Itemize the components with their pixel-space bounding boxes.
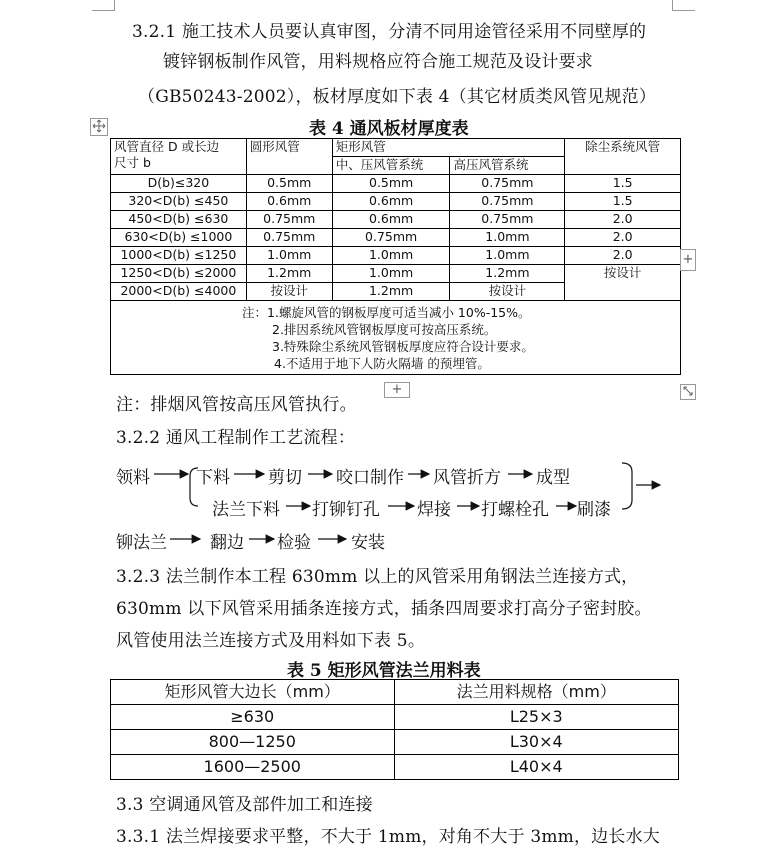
table5 <box>110 679 679 780</box>
cell-mid: 0.5mm <box>332 175 450 193</box>
cell-size: 630<D(b) ≤1000 <box>111 229 247 247</box>
note-line-3: 3.特殊除尘系统风管钢板厚度应符合设计要求。 <box>272 339 534 354</box>
flow-row1-step4: 风管折方 <box>433 468 501 488</box>
cell-spec: L25×3 <box>394 705 679 730</box>
cell-round: 0.75mm <box>246 211 332 229</box>
cell-high: 1.0mm <box>450 229 565 247</box>
cell-size: D(b)≤320 <box>111 175 247 193</box>
table5-header-spec: 法兰用料规格（mm） <box>394 680 679 705</box>
cell-mid: 0.6mm <box>332 211 450 229</box>
cell-high: 按设计 <box>450 283 565 301</box>
note-text-1: 1.螺旋风管的钢板厚度可适当减小 10%-15%。 <box>267 305 531 320</box>
table5-header-size: 矩形风管大边长（mm） <box>111 680 395 705</box>
para-321-line2: 镀锌钢板制作风管，用料规格应符合施工规范及设计要求 <box>163 52 593 72</box>
flow-row1-step3: 咬口制作 <box>336 468 404 488</box>
cell-size: 320<D(b) ≤450 <box>111 193 247 211</box>
cell-dust: 2.0 <box>565 211 681 229</box>
cell-size: 1250<D(b) ≤2000 <box>111 265 247 283</box>
cell-mid: 0.75mm <box>332 229 450 247</box>
cell-round: 0.5mm <box>246 175 332 193</box>
cell-dust: 1.5 <box>565 193 681 211</box>
flow-right-brace <box>622 463 632 509</box>
header-size-line1: 风管直径 D 或长边 <box>114 139 220 154</box>
flow-row1-step5: 成型 <box>536 468 570 488</box>
cell-size: 450<D(b) ≤630 <box>111 211 247 229</box>
header-rect-mid-low: 中、压风管系统 <box>332 157 450 175</box>
cell-mid: 0.6mm <box>332 193 450 211</box>
cell-mid: 1.0mm <box>332 265 450 283</box>
cell-spec: L30×4 <box>394 730 679 755</box>
header-dust: 除尘系统风管 <box>565 139 681 175</box>
heading-33: 3.3 空调通风管及部件加工和连接 <box>116 795 373 815</box>
flow-left-brace <box>190 468 198 506</box>
para-323-line3: 风管使用法兰连接方式及用料如下表 5。 <box>116 631 426 651</box>
para-321-line3: （GB50243-2002），板材厚度如下表 4（其它材质类风管见规范） <box>138 87 657 107</box>
cell-size: 1000<D(b) ≤1250 <box>111 247 247 265</box>
header-rect: 矩形风管 <box>332 139 565 157</box>
flow-row2-step1: 法兰下料 <box>212 500 280 520</box>
cell-high: 1.0mm <box>450 247 565 265</box>
flow-row2-step2: 打铆钉孔 <box>312 500 380 520</box>
cell-round: 0.75mm <box>246 229 332 247</box>
cell-size: 800—1250 <box>111 730 395 755</box>
cell-size: ≥630 <box>111 705 395 730</box>
flow-row1-step2: 剪切 <box>268 468 302 488</box>
para-323-line2: 630mm 以下风管采用插条连接方式，插条四周要求打高分子密封胶。 <box>116 599 652 619</box>
flow-row3-step1: 铆法兰 <box>116 533 167 553</box>
note-line-2: 2.排因系统风管钢板厚度可按高压系统。 <box>272 322 497 337</box>
table-row <box>111 705 679 730</box>
flow-row2-step5: 刷漆 <box>577 500 611 520</box>
cell-size: 1600—2500 <box>111 755 395 780</box>
note-line-4: 4.不适用于地下人防火隔墙 的预埋管。 <box>274 356 490 371</box>
table5-caption: 表 5 矩形风管法兰用料表 <box>287 661 481 681</box>
note-smoke: 注：排烟风管按高压风管执行。 <box>116 395 357 415</box>
cell-dust-merged: 按设计 <box>565 265 681 301</box>
cell-round: 1.0mm <box>246 247 332 265</box>
para-323-line1: 3.2.3 法兰制作本工程 630mm 以上的风管采用角钢法兰连接方式， <box>116 567 639 587</box>
cell-round: 1.2mm <box>246 265 332 283</box>
cell-spec: L40×4 <box>394 755 679 780</box>
para-321-line1: 3.2.1 施工技术人员要认真审图，分清不同用途管径采用不同壁厚的 <box>132 22 647 42</box>
flow-row3-step4: 安装 <box>351 533 385 553</box>
cell-round: 按设计 <box>246 283 332 301</box>
flow-row3-step2: 翻边 <box>210 533 244 553</box>
cell-high: 0.75mm <box>450 211 565 229</box>
heading-322: 3.2.2 通风工程制作工艺流程： <box>116 428 356 448</box>
cell-mid: 1.0mm <box>332 247 450 265</box>
table4-caption: 表 4 通风板材厚度表 <box>309 119 469 139</box>
flow-row2-step3: 焊接 <box>417 500 451 520</box>
cell-round: 0.6mm <box>246 193 332 211</box>
cell-mid: 1.2mm <box>332 283 450 301</box>
flow-row2-step4: 打螺栓孔 <box>481 500 549 520</box>
header-round: 圆形风管 <box>246 139 332 175</box>
cell-dust: 1.5 <box>565 175 681 193</box>
add-row-icon[interactable]: + <box>384 382 410 398</box>
table-row <box>111 730 679 755</box>
cell-dust: 2.0 <box>565 247 681 265</box>
cell-high: 0.75mm <box>450 193 565 211</box>
header-size-line2: 尺寸 b <box>114 155 151 170</box>
flow-start: 领料 <box>116 468 150 488</box>
add-column-icon[interactable]: + <box>680 249 696 271</box>
flow-row1-step1: 下料 <box>196 468 230 488</box>
cell-high: 0.75mm <box>450 175 565 193</box>
table-row <box>111 755 679 780</box>
cell-dust: 2.0 <box>565 229 681 247</box>
cell-size: 2000<D(b) ≤4000 <box>111 283 247 301</box>
flow-row3-step3: 检验 <box>277 533 311 553</box>
para-331: 3.3.1 法兰焊接要求平整，不大于 1mm，对角不大于 3mm，边长水大 <box>116 827 660 847</box>
cell-high: 1.2mm <box>450 265 565 283</box>
header-rect-high: 高压风管系统 <box>450 157 565 175</box>
notes-label: 注： <box>242 305 268 320</box>
